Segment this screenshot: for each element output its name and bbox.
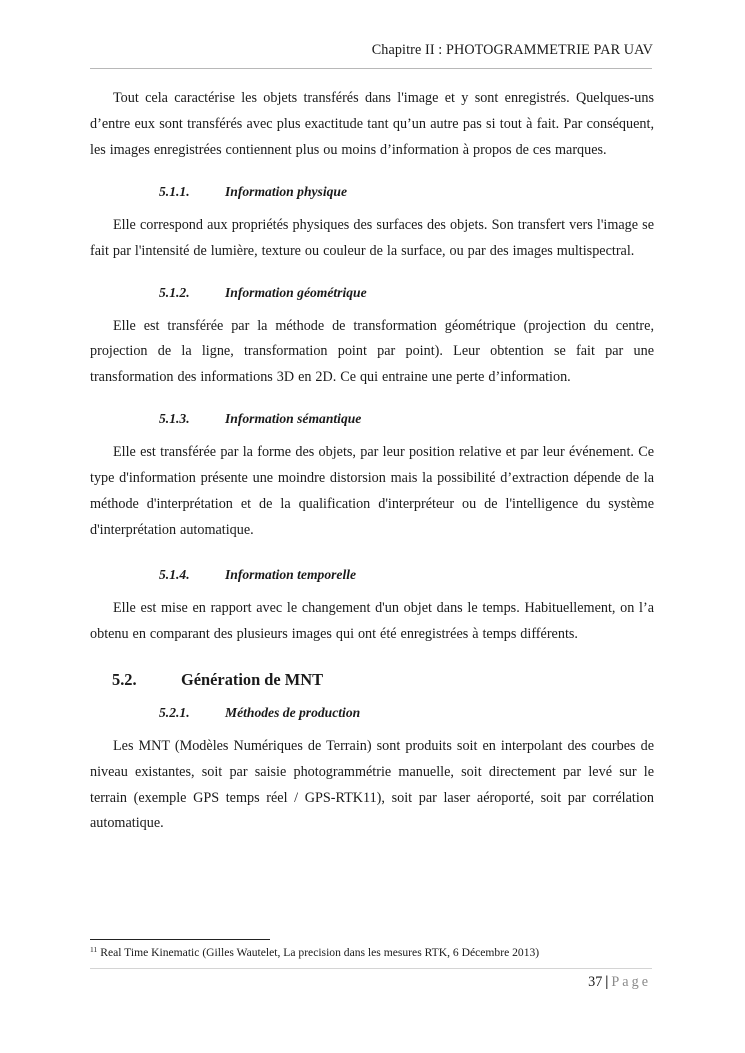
- heading-number: 5.1.3.: [159, 411, 190, 427]
- heading-number: 5.1.4.: [159, 566, 190, 582]
- heading-title: Information temporelle: [225, 566, 357, 582]
- running-header: Chapitre II : PHOTOGRAMMETRIE PAR UAV: [371, 42, 653, 58]
- heading-title: Information géométrique: [225, 284, 367, 300]
- paragraph-geometrique: Elle est transférée par la méthode de transformation géométrique (projection du centre, projection de la ligne, transformation point par point). Leur obtention se fait par une transformation des informations 3D en 2D. Ce qui entraine une perte d’information.: [90, 317, 654, 386]
- footnote-divider: [90, 939, 270, 940]
- paragraph-semantique: Elle est transférée par la forme des objets, par leur position relative et par leur événement. Ce type d'information présente une moindre distorsion mais la possibilité d’extraction dépende de la méthode d'interprétation et de la qualification d'interpréteur ou de l'intelligence du système d'interprétation automatique.: [90, 444, 654, 538]
- paragraph-physique: Elle correspond aux propriétés physiques des surfaces des objets. Son transfert vers l'image se fait par l'intensité de lumière, texture ou couleur de la surface, ou par des images multispectral.: [90, 216, 654, 259]
- heading-title: Génération de MNT: [181, 669, 324, 689]
- paragraph-production: Les MNT (Modèles Numériques de Terrain) sont produits soit en interpolant des courbes de niveau existantes, soit par saisie photogrammétrie manuelle, soit directement par levé sur le terrain (exemple GPS temps réel / GPS-RTK11), soit par laser aéroporté, soit par corrélation automatique.: [90, 737, 654, 832]
- heading-5-2-1: [90, 704, 654, 722]
- heading-5-1-3: [90, 410, 654, 428]
- page-number: 37: [588, 974, 603, 990]
- footnote-marker: 11: [90, 945, 98, 954]
- heading-5-1-4: [90, 566, 654, 584]
- footer-divider: [90, 968, 652, 969]
- heading-5-2: [90, 670, 654, 690]
- paragraph-temporelle: Elle est mise en rapport avec le changement d'un objet dans le temps. Habituellement, on l’a obtenu en comparant des plusieurs images qui ont été enregistrées à temps différents.: [90, 599, 654, 642]
- heading-number: 5.1.2.: [159, 284, 190, 300]
- heading-5-1-2: [90, 284, 654, 302]
- heading-number: 5.2.1.: [159, 704, 190, 720]
- footnote-text: Real Time Kinematic (Gilles Wautelet, La precision dans les mesures RTK, 6 Décembre 2013): [100, 946, 540, 959]
- heading-number: 5.2.: [112, 669, 137, 689]
- heading-title: Information physique: [225, 183, 347, 199]
- page-body: [90, 86, 654, 837]
- heading-number: 5.1.1.: [159, 183, 190, 199]
- header-divider: [90, 68, 652, 69]
- footer-separator: |: [605, 974, 609, 990]
- heading-title: Méthodes de production: [225, 704, 361, 720]
- page-label: Page: [611, 974, 651, 990]
- paragraph-intro: Tout cela caractérise les objets transférés dans l'image et y sont enregistrés. Quelques-uns d’entre eux sont transférés avec plus exactitude tant qu’un autre pas si tout à fait. Par conséquent, les images enregistrées contiennent plus ou moins d’information à propos de ces marques.: [90, 90, 654, 158]
- heading-title: Information sémantique: [225, 411, 362, 427]
- heading-5-1-1: [90, 183, 654, 201]
- page-footer: [588, 974, 651, 991]
- footnote: [90, 945, 539, 959]
